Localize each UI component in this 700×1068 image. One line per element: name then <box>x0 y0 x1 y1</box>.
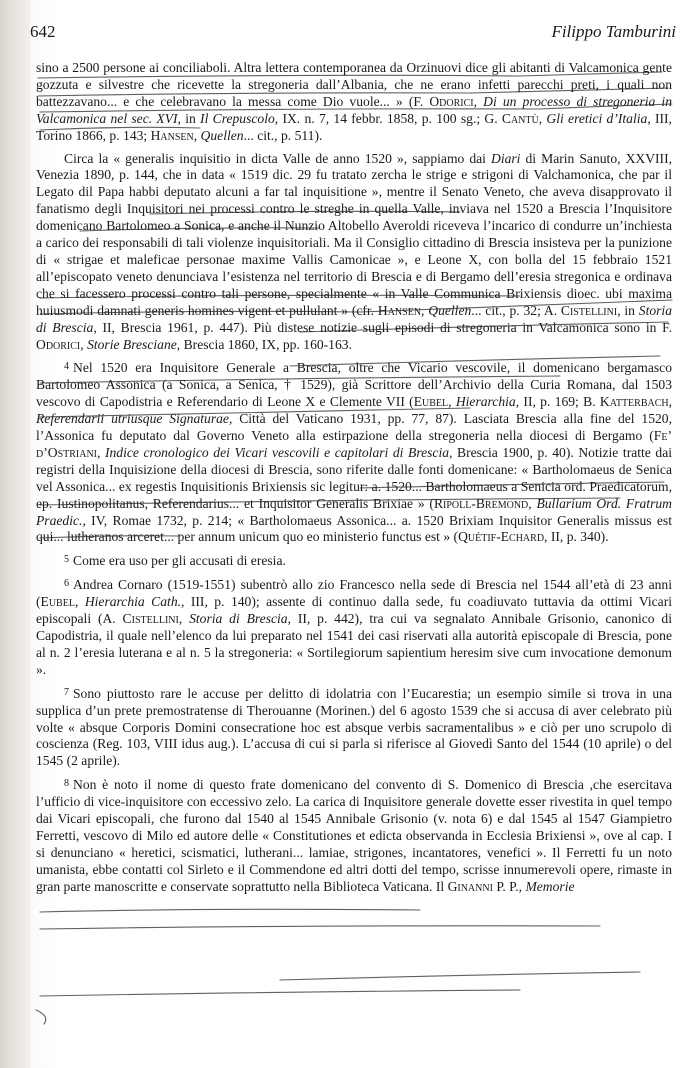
italic-title: Di un processo di stregoneria in Valcamonica nel sec. XVI <box>36 93 673 126</box>
underline-stroke <box>40 909 420 912</box>
text-run: , in <box>617 302 639 318</box>
footnote-6 <box>36 576 672 678</box>
text-run: , II, p. 442), tra cui va segnalato Annibale Grisonio, canonico di Capodistria, il quale nell’elenco da lui preparato nel 1541 dei casi riservati alla autorità episcopale di Brescia, pone al n. 2 l’eresia luterana e al n. 5 la stregoneria: « Sortilegiorum sapientium heresim sive cum invocatione demonum ». <box>36 611 673 677</box>
text-run: , II, p. 340). <box>544 529 609 545</box>
author-name: Ripoll-Bremond <box>433 495 529 511</box>
text-run: , <box>538 110 547 126</box>
italic-title: Gli eretici d’Italia <box>546 110 648 126</box>
running-head-author: Filippo Tamburini <box>551 22 676 41</box>
page-number: 642 <box>30 22 56 41</box>
author-name: Cantù <box>501 110 539 126</box>
text-run: , <box>528 495 537 511</box>
italic-title: Memorie <box>525 878 575 894</box>
italic-title: Quellen <box>428 302 472 318</box>
text-run: , Brescia 1900, p. 40). Notizie tratte dai registri della Inquisizione della diocesi di Brescia, sono riferite dalle fonti domenicane: « Bartholomaeus de Senica vel Assonica... ex regestis Inquisitionis Brixiensis sic legitur: a. 1520... Bartholomaeus a Senicia ord. Praedicatorum, ep. Iustinopolitanus, Referendarius... et Inquisitor Generalis Brixiae » ( <box>36 444 673 511</box>
text-run: , <box>178 611 190 627</box>
footnote-number: 8 <box>64 778 69 790</box>
italic-title: Quellen <box>200 127 244 143</box>
author-name: Odorici <box>429 93 474 109</box>
italic-title: Storie Bresciane <box>87 336 177 352</box>
text-run: Nel 1520 era Inquisitore Generale a Brescia, oltre che Vicario vescovile, il domenicano bergamasco Bartolomeo Assonica (a Sonica, a Senica, † 1529), già Scrittore dell’Archivio della Curia Romana, dal 1503 vescovo di Capodistria e Referendario di Leone X e Clemente VII ( <box>36 360 672 410</box>
text-run: , II, p. 169; B. <box>515 394 600 410</box>
italic-title: Storia di Brescia <box>36 302 672 335</box>
text-run: , <box>473 93 484 109</box>
text-run: , II, Brescia 1961, p. 447). Più distese notizie sugli episodi di stregoneria in Valcamonica sono in F. <box>93 319 672 335</box>
footnote-number: 5 <box>64 554 69 566</box>
footnote-8 <box>36 776 672 895</box>
text-run: P. P., <box>492 878 526 894</box>
italic-title: Il Crepuscolo <box>200 110 275 126</box>
footnote-paragraph <box>36 151 672 354</box>
page-header <box>30 18 676 44</box>
author-name: Eubel <box>413 394 449 410</box>
author-name: Hansen <box>150 127 194 143</box>
text-run: , III, p. 140); assente di continuo dalla sede, fu coadiuvato tuttavia da ottimi Vicari episcopali (A. <box>36 594 673 627</box>
author-name: Hansen <box>377 302 422 318</box>
italic-title: Hierarchia Cath. <box>84 594 182 610</box>
footnote-number: 7 <box>64 686 69 698</box>
underline-stroke <box>40 990 520 996</box>
footnote-4 <box>36 359 672 546</box>
text-run: , <box>421 302 429 318</box>
author-name: Cistellini <box>560 302 618 318</box>
text-run: , in <box>177 110 201 126</box>
author-name: Katterbach <box>599 394 669 410</box>
underline-stroke <box>280 972 640 980</box>
text-run: ... cit., p. 32; A. <box>471 302 561 318</box>
text-run: , <box>193 127 201 143</box>
italic-title: Storia di Brescia <box>189 611 288 627</box>
footnote-number: 6 <box>64 578 69 590</box>
text-run: sino a 2500 persone ai conciliaboli. Altra lettera contemporanea da Orzinuovi dice gli abitanti di Valcamonica gente gozzuta e silvestre che ricevette la stregoneria dall’Albania, che ne erano infetti parecchi preti, i quali non battezzavano... e che celebravano la messa come Dio vuole... » (F. <box>36 60 672 109</box>
text-run: , <box>668 394 673 410</box>
author-name: Ginanni <box>447 878 493 894</box>
text-run: , IX. n. 7, 14 febbr. 1858, p. 100 sg.; G. <box>274 110 502 126</box>
underline-stroke <box>40 926 600 929</box>
text-run: , <box>97 444 105 460</box>
italic-title: Bullarium Ord. Fratrum Praedic. <box>36 495 672 528</box>
footnote-paragraph <box>36 60 672 145</box>
italic-title: Hierarchia <box>455 394 516 410</box>
text-run: , Città del Vaticano 1931, pp. 77, 87). Lasciata Brescia alla fine del 1520, l’Assonica fu deputato dal Governo Veneto alla estirpazione della stregoneria nella diocesi di Bergamo ( <box>36 411 673 444</box>
italic-title: Referendarii utriusque Signaturae <box>36 411 229 427</box>
footnote-body <box>36 60 672 902</box>
text-run: , <box>74 594 85 610</box>
text-run: Non è noto il nome di questo frate domenicano del convento di S. Domenico di Brescia ,che esercitava l’ufficio di vice-inquisitore con eccessivo zelo. La carica di Inquisitore generale dovette esser rivestita in quel tempo dai Vicari episcopali, che furono dal 1540 al 1545 Annibale Grisonio (v. nota 6) e dal 1545 al 1547 Giampietro Ferretti, vescovo di Milo ed autore delle « Constitutiones et edicta observanda in Ecclesia Brixiensi », ove al cap. I si denunciano « heretici, scismatici, lutherani... lamiae, strigones, incantatores, venefici ». Il Ferretti fu un noto umanista, ebbe contatti col Sirleto e il Commendone ed altri dotti del tempo, scrisse innumerevoli opere, rimaste in gran parte manoscritte e conservate soprattutto nella Biblioteca Vaticana. Il <box>36 777 672 894</box>
underline-stroke <box>36 1010 46 1024</box>
text-run: Andrea Cornaro (1519-1551) subentrò allo zio Francesco nella sede di Brescia nel 1544 all’età di 23 anni ( <box>36 577 672 610</box>
italic-title: Diari <box>491 150 521 166</box>
text-run: Come era uso per gli accusati di eresia. <box>73 553 286 569</box>
text-run: Sono piuttosto rare le accuse per delitto di idolatria con l’Eucarestia; un esempio simile si trova in una supplica d’un prete premostratense di Therouanne (Morinen.) del 6 agosto 1539 che si accusa di aver celebrato più volte « absque Corporis Domini consecratione hoc est absque verbis sacramentalibus » e ciò per uno scrupolo di coscienza (Reg. 103, VIII idus aug.). L’accusa di cui si parla si riferisce al Giovedì Santo del 1544 (10 aprile) o del 1545 (2 aprile). <box>36 685 672 769</box>
text-run: , Brescia 1860, IX, pp. 160-163. <box>176 336 352 352</box>
author-name: Cistellini <box>122 611 179 627</box>
text-run: di Marin Sanuto, XXVIII, Venezia 1890, p. 144, che in data « 1519 dic. 29 fu tratato zercha le strige e strigoni di Valchamonica, che par il Legato dil Papa habbi deputato alcuni a far tal inquisitione », mentre il Senato Veneto, che aveva disapprovato il fanatismo degli Inquisitori nei processi contro le streghe in quella Valle, inviava nel 1520 a Brescia l’Inquisitore domenicano Bartolomeo a Sonica, e anche il Nunzio Altobello Averoldi riceveva l’incarico di condurre un’inchiesta a carico dei responsabili di tali violenze inquisitoriali. Ma il Consiglio cittadino di Brescia insisteva per la punizione di « strigae et maleficae personae maxime Vallis Camonicae », e Leone X, con bolla del 15 febbraio 1521 all’episcopato veneto denunciava l’esistenza nel territorio di Brescia e di Bergamo dell’eresia stregonica e ordinava che si facessero processi contro tali persone, specialmente « in Valle Communica Brixiensis dioec. ubi maxima huiusmodi damnati generis homines vigent et pullulant » (cfr. <box>36 150 672 318</box>
italic-title: Indice cronologico dei Vicari vescovili e capitolari di Brescia <box>104 444 450 460</box>
text-run: , IV, Romae 1732, p. 214; « Bartholomaeus Assonica... a. 1520 Brixiam Inquisitor Generalis missus est qui... lutheranos arceret... per annum unicum quo eo ministerio functus est » ( <box>36 512 672 545</box>
author-name: Fe’ d’Ostriani <box>36 428 672 460</box>
author-name: Eubel <box>40 594 75 610</box>
author-name: Quétif-Echard <box>458 529 545 545</box>
text-run: , <box>448 394 456 410</box>
text-run: Circa la « generalis inquisitio in dicta Valle de anno 1520 », sappiamo dai <box>64 150 491 166</box>
text-run: ... cit., p. 511). <box>243 127 323 143</box>
footnote-7 <box>36 685 672 771</box>
author-name: Odorici <box>36 336 81 352</box>
book-gutter-shadow <box>0 0 30 1068</box>
footnote-5 <box>36 552 672 570</box>
text-run: , <box>80 336 88 352</box>
footnote-number: 4 <box>64 361 69 373</box>
text-run: , III, Torino 1866, p. 143; <box>36 110 672 143</box>
